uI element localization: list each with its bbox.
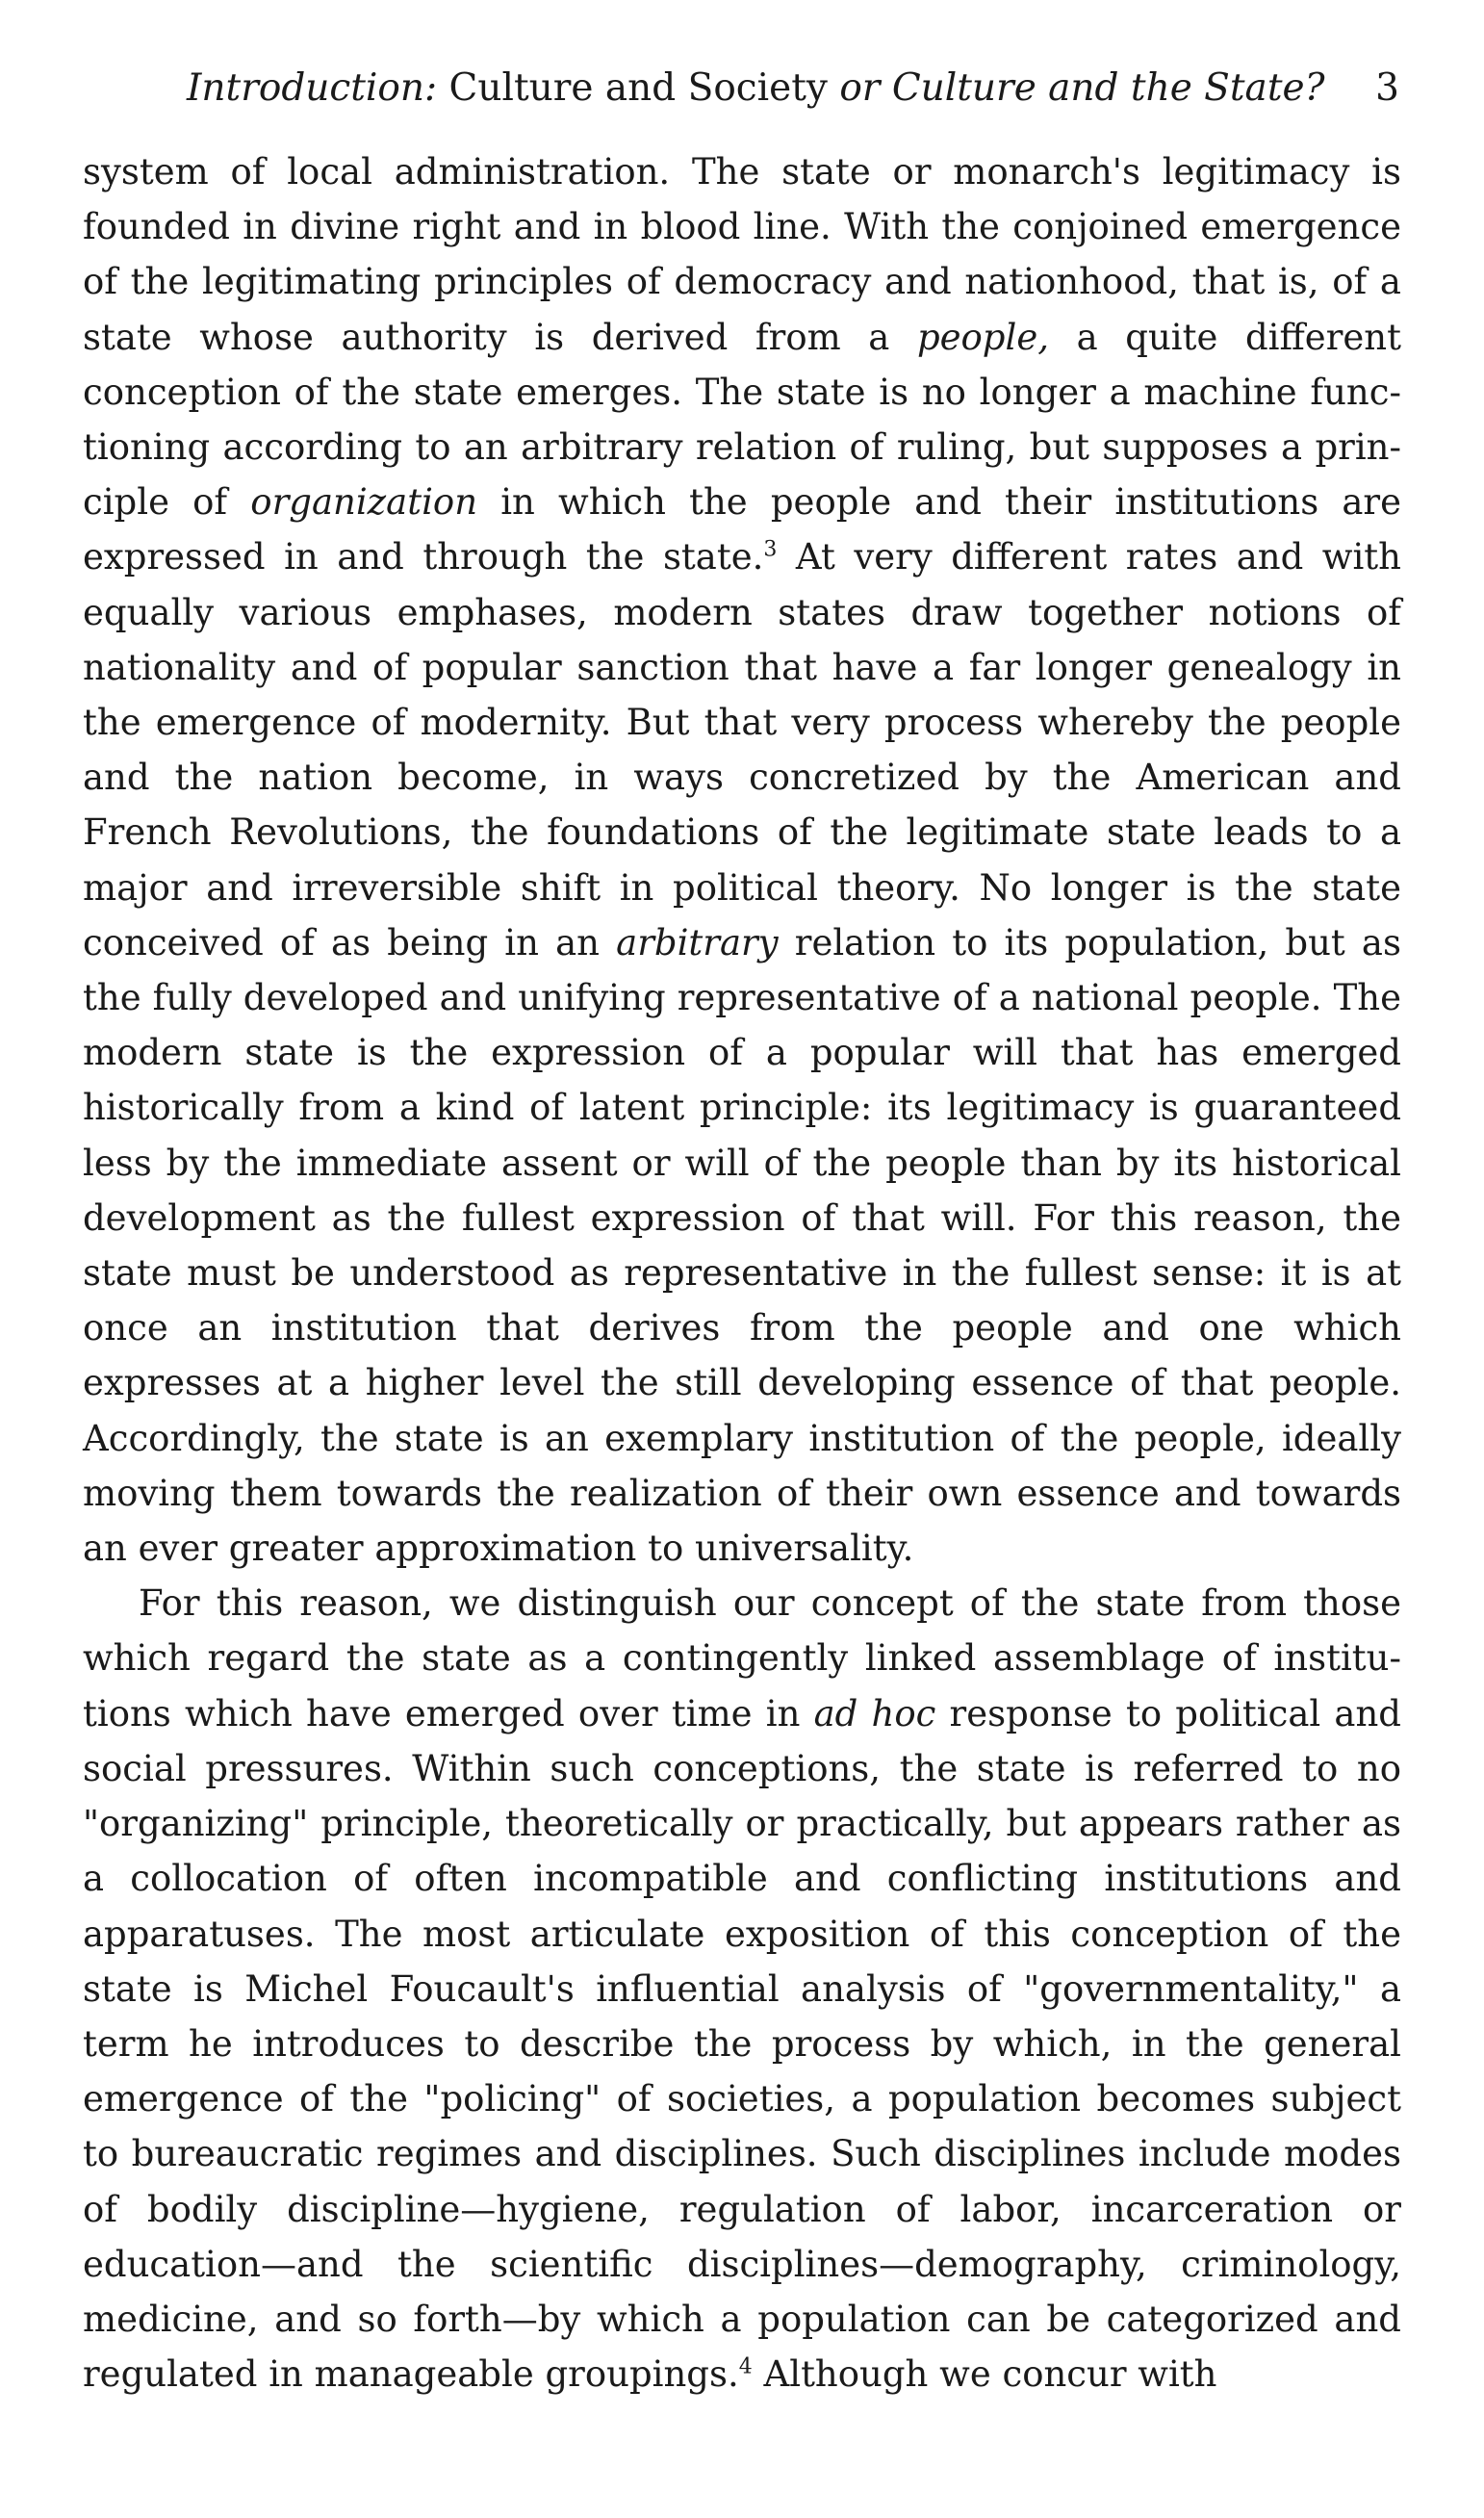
italic-text: ad hoc [813,1692,936,1734]
paragraph-1 [83,144,1401,1576]
italic-text: organization [250,481,478,524]
text-run: a quite different conception of the state emerges. The state is no longer a machine functioning according to an arbitrary relation of ruling, but supposes a principle of [83,316,1401,524]
text-run: relation to its population, but as the fully developed and unifying representative of a national people. The modern state is the expression of a popular will that has emerged historically from a kind of latent principle: its legitimacy is guaranteed less by the immediate assent or will of the people than by its historical development as the fullest expression of that will. For this reason, the state must be understood as representative in the fullest sense: it is at once an institution that derives from the people and one which expresses at a higher level the still developing essence of that people. Accordingly, the state is an exemplary institution of the people, ideally moving them towards the realization of their own essence and towards an ever greater approximation to universality. [83,921,1401,1570]
text-run: system of local administration. The state or monarch's legitimacy is founded in divine right and in blood line. With the conjoined emergence of the legitimating principles of democracy and nationhood, that is, of a state whose authority is derived from a [83,151,1401,358]
running-head [187,60,1324,117]
running-head-roman: Culture and Society [437,66,840,110]
text-run: At very different rates and with equally various emphases, modern states draw together notions of nationality and of popular sanction that have a far longer genealogy in the emergence of modernity. But that very process whereby the people and the nation become, in ways concretized by the American and French Revolutions, the foundations of the legitimate state leads to a major and irreversible shift in political theory. No longer is the state conceived of as being in an [83,536,1401,964]
page-number: 3 [1375,66,1399,110]
text-run: Although we concur with [752,2353,1217,2396]
text-run: in which the people and their institutions are expressed in and through the state. [83,481,1402,578]
italic-text: people, [916,316,1049,358]
page-header [0,60,1484,117]
text-run: response to political and social pressures. Within such conceptions, the state is referred to no "organizing" principle, theoretically or practically, but appears rather as a collocation of often incompatible and conflicting institutions and apparatuses. The most articulate exposition of this conception of the state is Michel Foucault's influential analysis of "governmentality," a term he introduces to describe the process by which, in the general emergence of the "policing" of societies, a population becomes subject to bureaucratic regimes and disciplines. Such disciplines include modes of bodily discipline—hygiene, regulation of labor, incarceration or education—and the scientific disciplines—demography, criminology, medicine, and so forth—by which a population can be categorized and regulated in manageable groupings. [83,1692,1401,2396]
body-text [83,144,1401,2402]
running-head-italic-title: or Culture and the State? [839,66,1325,110]
footnote-ref: 3 [763,538,778,563]
paragraph-2 [83,1576,1401,2402]
footnote-ref: 4 [738,2354,753,2379]
running-head-italic-intro: Introduction: [187,66,438,110]
text-run: For this reason, we distinguish our concept of the state from those which regard the state as a contingently linked assemblage of institutions which have emerged over time in [83,1582,1401,1734]
italic-text: arbitrary [616,921,779,964]
